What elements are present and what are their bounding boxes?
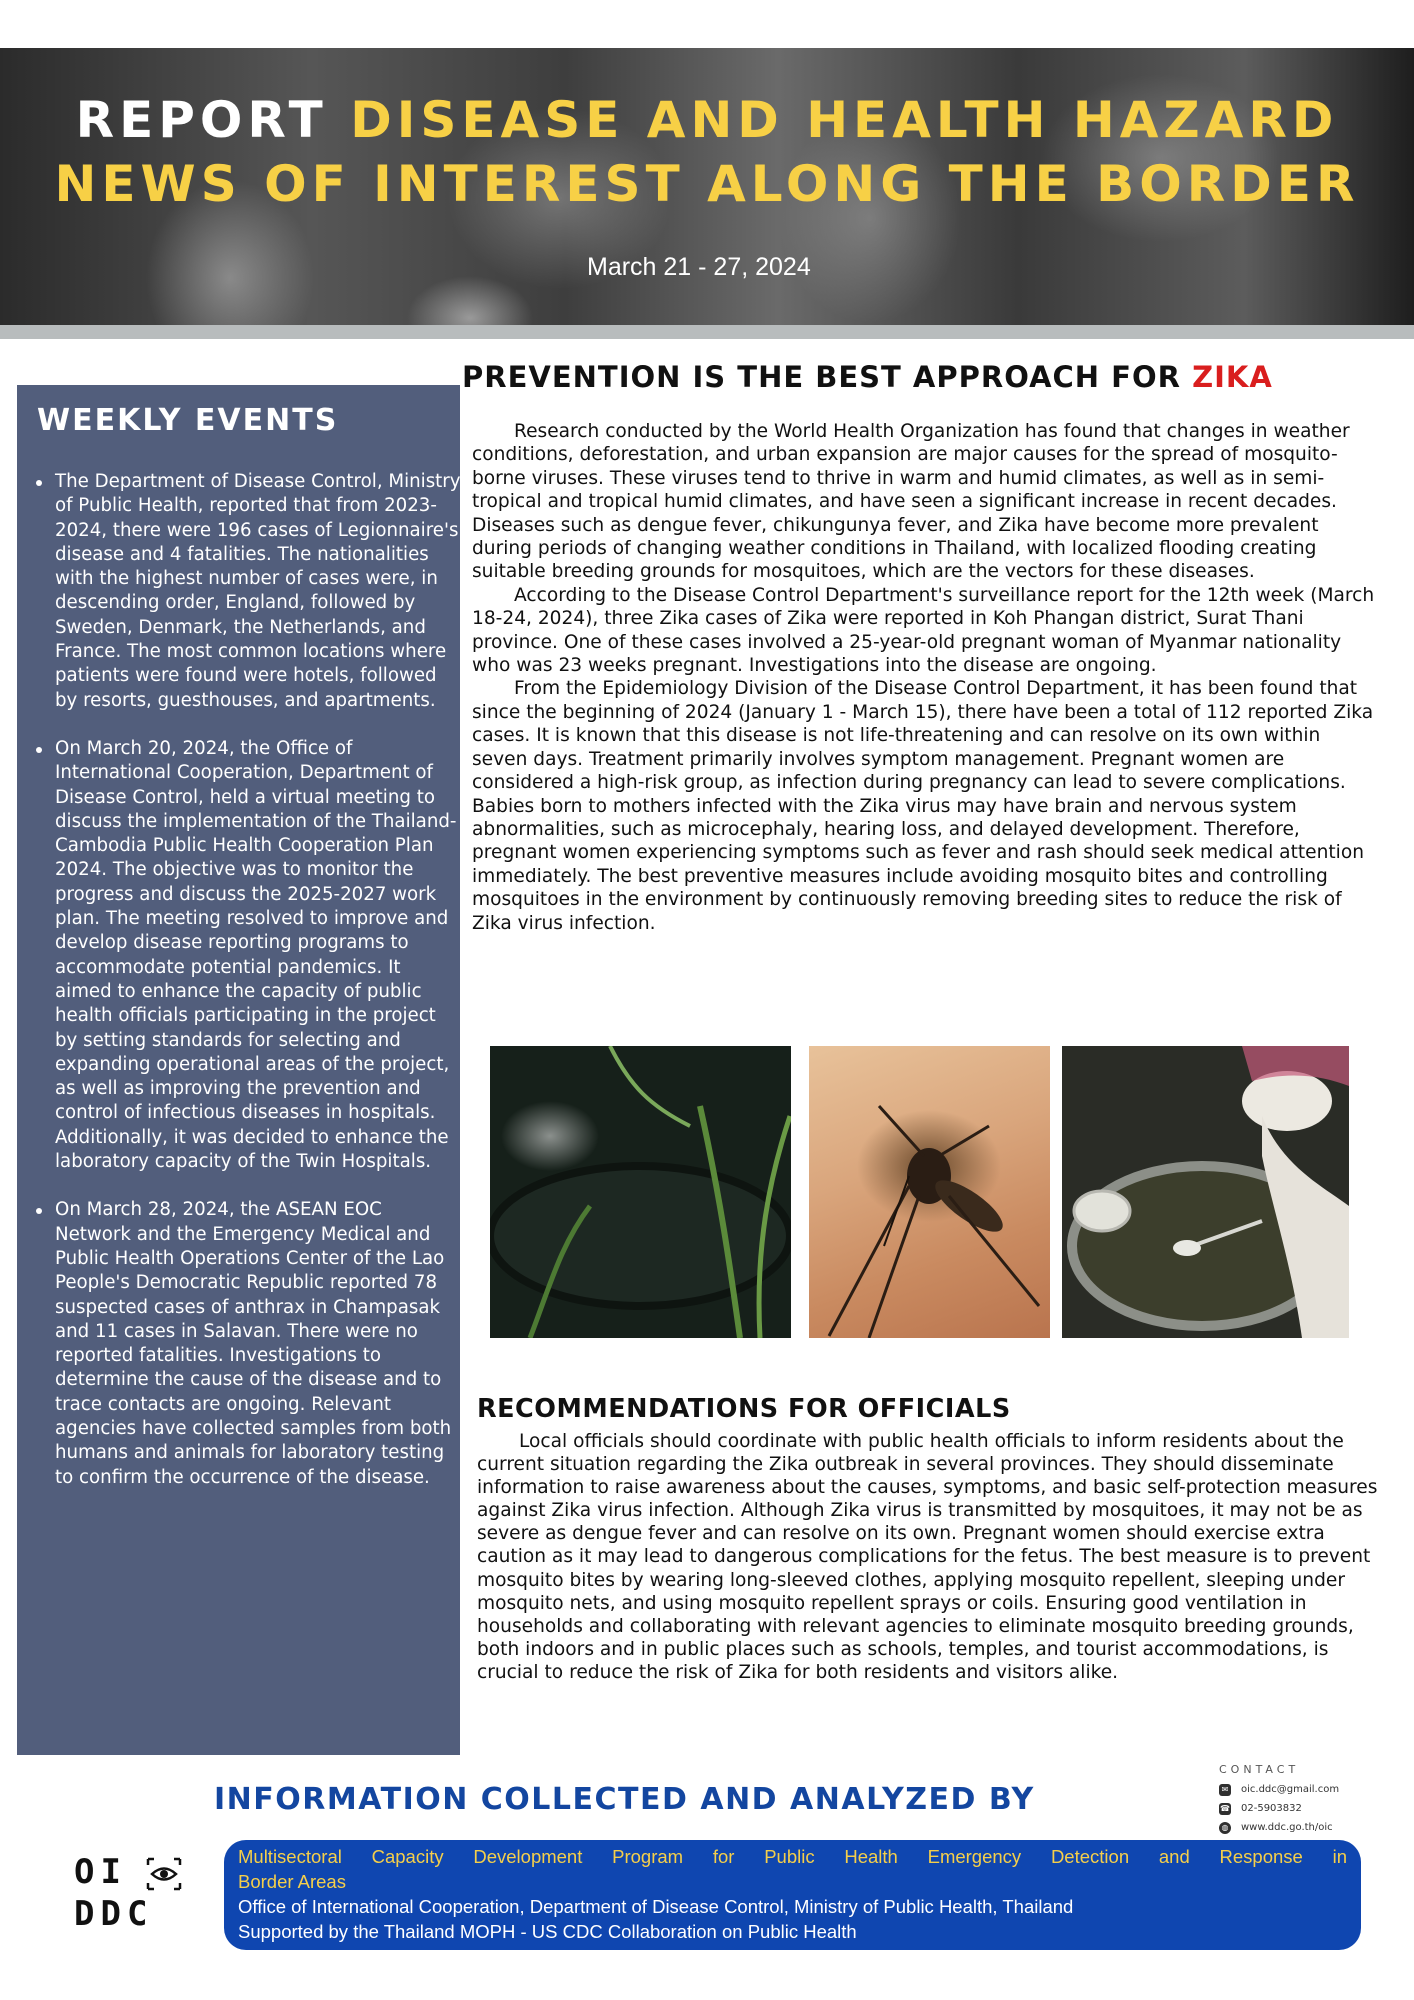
contact-label: CONTACT [1219, 1763, 1300, 1776]
contact-website-text: www.ddc.go.th/oic [1241, 1822, 1333, 1833]
program-title-line2: Border Areas [238, 1871, 346, 1892]
contact-website[interactable] [1219, 1818, 1399, 1837]
title-line2: NEWS OF INTEREST ALONG THE BORDER [54, 155, 1360, 213]
program-title-line1: Multisectoral Capacity Development Program for Public Health Emergency Detection and Response in [238, 1846, 1347, 1867]
recommendations-title: RECOMMENDATIONS FOR OFFICIALS [477, 1394, 1011, 1424]
header-banner [0, 48, 1414, 325]
program-office-line: Office of International Cooperation, Department of Disease Control, Ministry of Public Health, Thailand [238, 1896, 1074, 1917]
title-report-word: REPORT [75, 91, 328, 149]
event-item: On March 20, 2024, the Office of International Cooperation, Department of Disease Control, held a virtual meeting to discuss the implementation of the Thailand-Cambodia Public Health Cooperation Plan 2024. The objective was to monitor the progress and discuss the 2025-2027 work plan. The meeting resolved to improve and develop disease reporting programs to accommodate potential pandemics. It aimed to enhance the capacity of public health officials participating in the project by setting standards for selecting and expanding operational areas of the project, as well as improving the prevention and control of infectious diseases in hospitals. Additionally, it was decided to enhance the laboratory capacity of the Twin Hospitals. [37, 737, 462, 1174]
contact-email[interactable] [1219, 1780, 1399, 1799]
event-item: The Department of Disease Control, Ministry of Public Health, reported that from 2023-2024, there were 196 cases of Legionnaire's disease and 4 fatalities. The nationalities with the highest number of cases were, in descending order, England, followed by Sweden, Denmark, the Netherlands, and France. The most common locations where patients were found were hotels, followed by resorts, guesthouses, and apartments. [37, 470, 462, 713]
article-paragraph: From the Epidemiology Division of the Disease Control Department, it has been found that since the beginning of 2024 (January 1 - March 15), there have been a total of 112 reported Zika cases. It is known that this disease is not life-threatening and can resolve on its own within seven days. Treatment primarily involves symptom management. Pregnant women are considered a high-risk group, as infection during pregnancy can lead to severe complications. Babies born to mothers infected with the Zika virus may have brain and nervous system abnormalities, such as microcephaly, hearing loss, and delayed development. Therefore, pregnant women experiencing symptoms such as fever and rash should seek medical attention immediately. The best preventive measures include avoiding mosquito bites and controlling mosquitoes in the environment by continuously removing breeding sites to reduce the risk of Zika virus infection. [472, 678, 1374, 934]
oic-ddc-logo [74, 1851, 184, 1951]
phone-icon: ☎ [1220, 1803, 1230, 1813]
mosquito-illustration [809, 1046, 1050, 1338]
weekly-events-title: WEEKLY EVENTS [37, 403, 339, 438]
contact-phone-text: 02-5903832 [1241, 1803, 1302, 1814]
photo-mosquito [809, 1046, 1050, 1338]
article-body [472, 420, 1377, 935]
article-paragraph: According to the Disease Control Department's surveillance report for the 12th week (March 18-24, 2024), three Zika cases of Zika were reported in Koh Phangan district, Surat Thani province. One of these cases involved a 25-year-old pregnant woman of Myanmar nationality who was 23 weeks pregnant. Investigations into the disease are ongoing. [472, 584, 1375, 677]
logo-top-text: OI [74, 1852, 127, 1892]
program-info-box [224, 1840, 1361, 1950]
inspection-illustration [1062, 1046, 1349, 1338]
grass-illustration [490, 1046, 791, 1338]
article-paragraph: Research conducted by the World Health Organization has found that changes in weather conditions, deforestation, and urban expansion are major causes for the spread of mosquito-borne viruses. These viruses tend to thrive in warm and humid climates, as well as in semi-tropical and tropical humid climates, and have seen a significant increase in recent decades. Diseases such as dengue fever, chikungunya fever, and Zika have become more prevalent during periods of changing weather conditions in Thailand, with localized flooding creating suitable breeding grounds for mosquitoes, which are the vectors for these diseases. [472, 421, 1350, 583]
report-date: March 21 - 27, 2024 [587, 253, 811, 281]
header-divider [0, 325, 1414, 339]
globe-icon: ◍ [1219, 1822, 1231, 1834]
headline-accent: ZIKA [1192, 360, 1273, 394]
mail-icon: ✉ [1219, 1784, 1231, 1796]
article-headline [462, 360, 1273, 394]
recommendations-body [477, 1430, 1383, 1684]
report-title [0, 88, 1414, 216]
info-collected-title: INFORMATION COLLECTED AND ANALYZED BY [214, 1782, 1035, 1817]
program-support-line: Supported by the Thailand MOPH - US CDC Collaboration on Public Health [238, 1921, 857, 1942]
weekly-events-panel [17, 385, 460, 1755]
photo-breeding-container [490, 1046, 791, 1338]
contact-phone[interactable] [1219, 1799, 1399, 1818]
logo-bottom-text: DDC [74, 1894, 154, 1934]
event-item: On March 28, 2024, the ASEAN EOC Network and the Emergency Medical and Public Health Operations Center of the Lao People's Democratic Republic reported 78 suspected cases of anthrax in Champasak and 11 cases in Salavan. There were no reported fatalities. Investigations to determine the cause of the disease and to trace contacts are ongoing. Relevant agencies have collected samples from both humans and animals for laboratory testing to confirm the occurrence of the disease. [37, 1198, 462, 1490]
headline-text: PREVENTION IS THE BEST APPROACH FOR [462, 360, 1181, 394]
eye-icon [146, 1857, 182, 1891]
recommendations-paragraph: Local officials should coordinate with public health officials to inform residents about the current situation regarding the Zika outbreak in several provinces. They should disseminate information to raise awareness about the causes, symptoms, and basic self-protection measures against Zika virus infection. Although Zika virus is transmitted by mosquitoes, it may not be as severe as dengue fever and can resolve on its own. Pregnant women should exercise extra caution as it may lead to dangerous complications for the fetus. The best measure is to prevent mosquito bites by wearing long-sleeved clothes, applying mosquito repellent, sleeping under mosquito nets, and using mosquito repellent sprays or coils. Ensuring good ventilation in households and collaborating with relevant agencies to eliminate mosquito breeding grounds, both indoors and in public places such as schools, temples, and tourist accommodations, is crucial to reduce the risk of Zika for both residents and visitors alike. [477, 1431, 1378, 1683]
photo-water-inspection [1062, 1046, 1349, 1338]
title-line1: DISEASE AND HEALTH HAZARD [350, 91, 1339, 149]
weekly-events-list [37, 470, 462, 1514]
contact-email-text: oic.ddc@gmail.com [1241, 1784, 1340, 1795]
contact-block [1219, 1763, 1399, 1837]
